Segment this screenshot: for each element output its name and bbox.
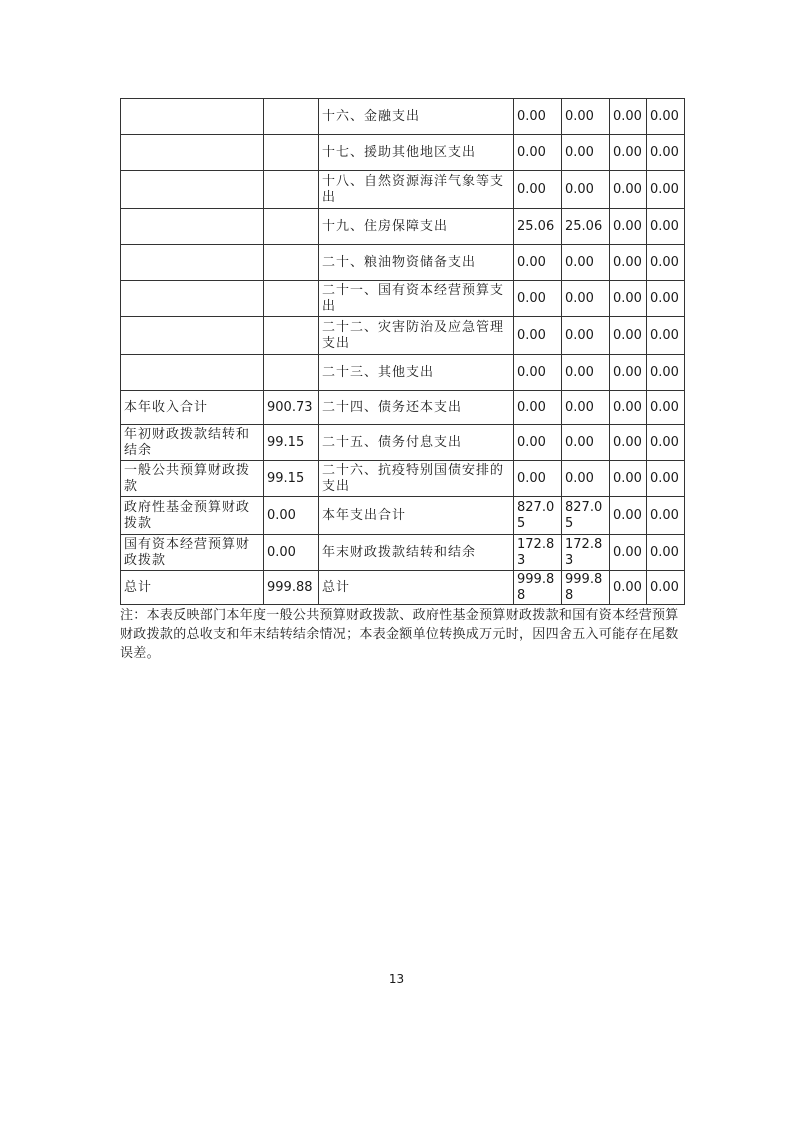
table-row	[121, 497, 685, 535]
income-item-cell: 本年收入合计	[121, 391, 264, 425]
gov-fund-cell: 0.00	[610, 281, 647, 317]
income-item-cell	[121, 99, 264, 135]
state-capital-cell: 0.00	[647, 171, 685, 209]
table-row	[121, 281, 685, 317]
table-row	[121, 355, 685, 391]
income-item-cell	[121, 245, 264, 281]
general-budget-cell: 0.00	[562, 281, 610, 317]
state-capital-cell: 0.00	[647, 391, 685, 425]
income-amount-cell	[264, 317, 319, 355]
income-amount-cell: 99.15	[264, 425, 319, 461]
state-capital-cell: 0.00	[647, 535, 685, 571]
general-budget-cell: 0.00	[562, 355, 610, 391]
income-item-cell: 年初财政拨款结转和结余	[121, 425, 264, 461]
expense-total-cell: 827.05	[514, 497, 562, 535]
state-capital-cell: 0.00	[647, 425, 685, 461]
expense-total-cell: 999.88	[514, 571, 562, 605]
income-item-cell	[121, 281, 264, 317]
state-capital-cell: 0.00	[647, 99, 685, 135]
general-budget-cell: 0.00	[562, 391, 610, 425]
state-capital-cell: 0.00	[647, 281, 685, 317]
expense-total-cell: 0.00	[514, 99, 562, 135]
table-row	[121, 571, 685, 605]
state-capital-cell: 0.00	[647, 209, 685, 245]
gov-fund-cell: 0.00	[610, 209, 647, 245]
expense-total-cell: 0.00	[514, 135, 562, 171]
income-amount-cell	[264, 281, 319, 317]
expense-item-cell: 十八、自然资源海洋气象等支出	[319, 171, 514, 209]
gov-fund-cell: 0.00	[610, 317, 647, 355]
income-item-cell	[121, 171, 264, 209]
state-capital-cell: 0.00	[647, 461, 685, 497]
state-capital-cell: 0.00	[647, 571, 685, 605]
general-budget-cell: 0.00	[562, 99, 610, 135]
general-budget-cell: 0.00	[562, 245, 610, 281]
gov-fund-cell: 0.00	[610, 425, 647, 461]
income-amount-cell	[264, 135, 319, 171]
general-budget-cell: 999.88	[562, 571, 610, 605]
table-row	[121, 535, 685, 571]
expense-item-cell: 总计	[319, 571, 514, 605]
income-amount-cell	[264, 355, 319, 391]
income-item-cell	[121, 135, 264, 171]
table-row	[121, 209, 685, 245]
expense-item-cell: 二十五、债务付息支出	[319, 425, 514, 461]
expense-item-cell: 二十二、灾害防治及应急管理支出	[319, 317, 514, 355]
table-row	[121, 317, 685, 355]
expense-item-cell: 年末财政拨款结转和结余	[319, 535, 514, 571]
state-capital-cell: 0.00	[647, 135, 685, 171]
expense-item-cell: 二十一、国有资本经营预算支出	[319, 281, 514, 317]
income-item-cell	[121, 209, 264, 245]
gov-fund-cell: 0.00	[610, 355, 647, 391]
gov-fund-cell: 0.00	[610, 461, 647, 497]
gov-fund-cell: 0.00	[610, 391, 647, 425]
income-amount-cell	[264, 99, 319, 135]
general-budget-cell: 0.00	[562, 317, 610, 355]
expense-item-cell: 二十六、抗疫特别国债安排的支出	[319, 461, 514, 497]
expense-total-cell: 0.00	[514, 355, 562, 391]
income-item-cell: 一般公共预算财政拨款	[121, 461, 264, 497]
expense-item-cell: 本年支出合计	[319, 497, 514, 535]
income-amount-cell	[264, 209, 319, 245]
expense-total-cell: 0.00	[514, 245, 562, 281]
state-capital-cell: 0.00	[647, 245, 685, 281]
gov-fund-cell: 0.00	[610, 135, 647, 171]
gov-fund-cell: 0.00	[610, 571, 647, 605]
income-item-cell	[121, 317, 264, 355]
table-row	[121, 391, 685, 425]
page-number: 13	[388, 972, 405, 986]
gov-fund-cell: 0.00	[610, 171, 647, 209]
table-row	[121, 425, 685, 461]
general-budget-cell: 0.00	[562, 135, 610, 171]
table-body	[121, 99, 685, 605]
table-row	[121, 99, 685, 135]
expense-total-cell: 0.00	[514, 171, 562, 209]
income-amount-cell: 999.88	[264, 571, 319, 605]
general-budget-cell: 172.83	[562, 535, 610, 571]
expense-item-cell: 二十三、其他支出	[319, 355, 514, 391]
gov-fund-cell: 0.00	[610, 497, 647, 535]
state-capital-cell: 0.00	[647, 497, 685, 535]
expense-total-cell: 0.00	[514, 461, 562, 497]
expense-item-cell: 十九、住房保障支出	[319, 209, 514, 245]
income-item-cell: 总计	[121, 571, 264, 605]
income-item-cell	[121, 355, 264, 391]
table-row	[121, 171, 685, 209]
expense-total-cell: 0.00	[514, 281, 562, 317]
expense-total-cell: 0.00	[514, 317, 562, 355]
income-amount-cell: 0.00	[264, 535, 319, 571]
table-row	[121, 135, 685, 171]
expense-total-cell: 25.06	[514, 209, 562, 245]
general-budget-cell: 0.00	[562, 171, 610, 209]
income-amount-cell	[264, 245, 319, 281]
expense-total-cell: 0.00	[514, 425, 562, 461]
state-capital-cell: 0.00	[647, 355, 685, 391]
table-note: 注：本表反映部门本年度一般公共预算财政拨款、政府性基金预算财政拨款和国有资本经营预算财政拨款的总收支和年末结转结余情况；本表金额单位转换成万元时，因四舍五入可能存在尾数误差。	[120, 608, 679, 661]
income-amount-cell	[264, 171, 319, 209]
expense-item-cell: 十七、援助其他地区支出	[319, 135, 514, 171]
gov-fund-cell: 0.00	[610, 535, 647, 571]
gov-fund-cell: 0.00	[610, 245, 647, 281]
state-capital-cell: 0.00	[647, 317, 685, 355]
general-budget-cell: 827.05	[562, 497, 610, 535]
income-item-cell: 政府性基金预算财政拨款	[121, 497, 264, 535]
income-amount-cell: 99.15	[264, 461, 319, 497]
expense-total-cell: 0.00	[514, 391, 562, 425]
expense-item-cell: 十六、金融支出	[319, 99, 514, 135]
general-budget-cell: 0.00	[562, 425, 610, 461]
income-amount-cell: 0.00	[264, 497, 319, 535]
expense-total-cell: 172.83	[514, 535, 562, 571]
table-row	[121, 245, 685, 281]
expense-item-cell: 二十四、债务还本支出	[319, 391, 514, 425]
income-item-cell: 国有资本经营预算财政拨款	[121, 535, 264, 571]
expense-item-cell: 二十、粮油物资储备支出	[319, 245, 514, 281]
table-row	[121, 461, 685, 497]
fiscal-appropriation-table	[120, 98, 685, 605]
gov-fund-cell: 0.00	[610, 99, 647, 135]
general-budget-cell: 0.00	[562, 461, 610, 497]
income-amount-cell: 900.73	[264, 391, 319, 425]
general-budget-cell: 25.06	[562, 209, 610, 245]
